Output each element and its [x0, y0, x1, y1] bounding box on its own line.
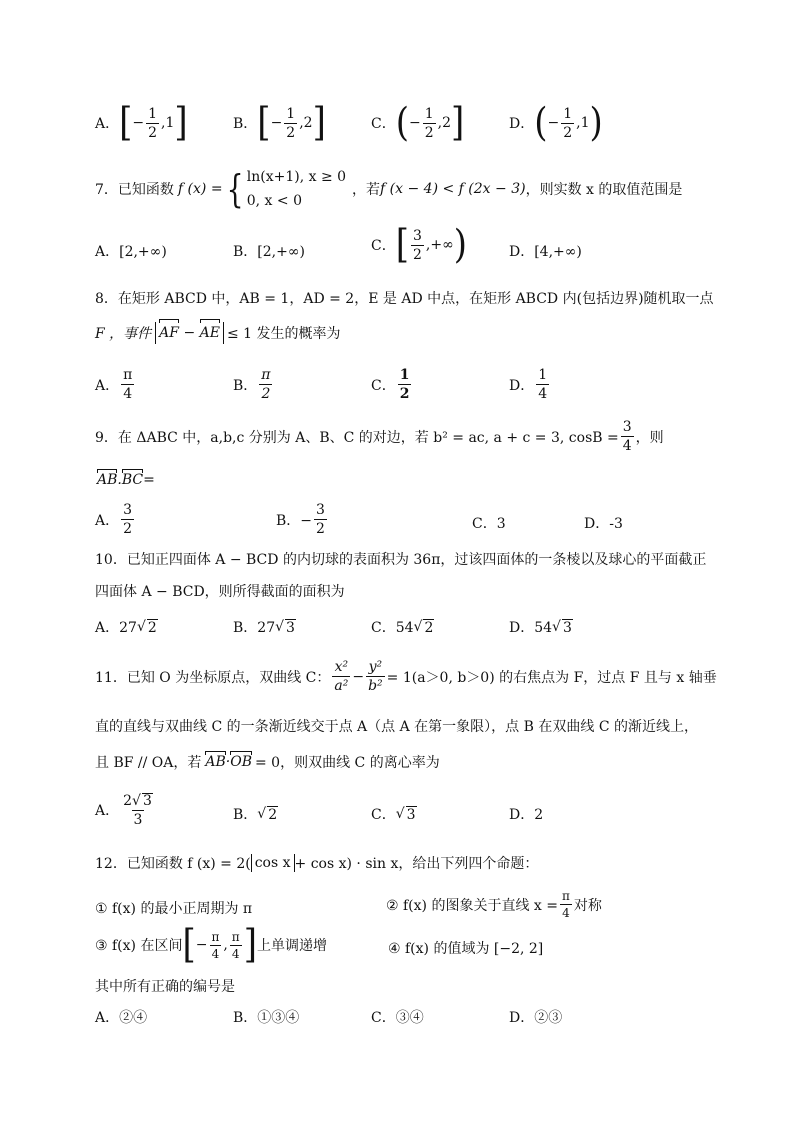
option-text: ,1 — [161, 115, 175, 131]
sqrt-sign: √ — [257, 806, 267, 822]
piecewise-cases — [247, 165, 346, 213]
minus-sign: − — [547, 115, 560, 131]
q11-option-b[interactable] — [233, 804, 278, 824]
fraction: $\frac{1}{2}$ — [424, 105, 434, 141]
sqrt-sign: √ — [132, 793, 141, 809]
minus-sign: − — [132, 115, 145, 131]
fraction: $\frac{1}{4}$ — [538, 367, 548, 402]
q12-stem — [95, 853, 538, 873]
dot-operator: . — [117, 472, 122, 488]
q12-option-c[interactable] — [371, 1007, 424, 1027]
fraction: $\frac{3}{2}$ — [316, 502, 325, 537]
question-text: 11．已知 O 为坐标原点，双曲线 C： — [95, 669, 331, 686]
q7-option-b[interactable] — [233, 241, 305, 261]
q10-stem-line2 — [95, 581, 345, 601]
proposition-text: ③ f(x) 在区间 — [95, 938, 183, 954]
question-text: ≤ 1 发生的概率为 — [226, 326, 341, 342]
minus-sign: − — [352, 668, 365, 685]
option-text: D．-3 — [584, 516, 623, 532]
question-text: = 0，则双曲线 C 的离心率为 — [255, 755, 440, 771]
option-label: A． — [95, 803, 120, 819]
left-bracket: [ — [395, 222, 409, 268]
option-label: B．27 — [233, 620, 276, 636]
option-text: ,2 — [299, 115, 313, 131]
q7-stem — [95, 165, 682, 213]
question-text: 8．在矩形 ABCD 中，AB = 1，AD = 2，E 是 AD 中点，在矩形 ABCD 内(包括边界)随机取一点 — [95, 291, 714, 307]
fraction: $\frac{1}{2}$ — [399, 367, 410, 402]
option-label: C． — [371, 377, 396, 394]
question-text: 10．已知正四面体 A − BCD 的内切球的表面积为 36π，过该四面体的一条棱以及球心的平面截正 — [95, 552, 707, 568]
abs-value: cos x — [251, 854, 295, 872]
q10-option-b[interactable] — [233, 617, 296, 637]
inequality: f (x − 4) < f (2x − 3) — [380, 181, 526, 197]
vector-ob: OB — [230, 754, 252, 770]
left-brace: { — [226, 167, 244, 211]
equals-sign: = — [143, 472, 155, 488]
q9-option-c[interactable] — [472, 513, 506, 533]
case-1: ln(x+1), x ≥ 0 — [246, 169, 347, 185]
q11-stem-line2 — [95, 716, 698, 736]
q7-option-d[interactable] — [509, 241, 582, 261]
option-label: B．− — [276, 512, 313, 529]
vector-ae: AE — [200, 322, 220, 344]
option-text: B．[2,+∞) — [233, 244, 305, 260]
q9-option-a[interactable] — [95, 503, 136, 536]
q12-option-a[interactable] — [95, 1007, 147, 1027]
option-label: D．54 — [509, 620, 553, 636]
fraction: $\frac{\text{x²}}{\text{a²}}$ — [334, 659, 349, 694]
fraction: $\frac{\pi}{4}$ — [123, 367, 133, 402]
case-2: 0, x < 0 — [246, 193, 302, 209]
q7-option-a[interactable] — [95, 241, 167, 261]
option-label: C． — [371, 238, 396, 254]
option-text: D．[4,+∞) — [509, 244, 582, 260]
question-text: 9．在 ΔABC 中，a,b,c 分别为 A、B、C 的对边，若 b² = ac, a + c = 3, cosB = — [95, 429, 619, 446]
fraction: $\frac{1}{2}$ — [286, 105, 296, 141]
q8-option-a[interactable] — [95, 368, 136, 401]
q12-prompt — [95, 976, 235, 996]
option-label: C．54 — [371, 620, 414, 636]
option-text: D．②③ — [509, 1010, 563, 1026]
left-paren: ( — [395, 100, 409, 146]
q6-option-a[interactable] — [95, 100, 188, 146]
option-label: A．27 — [95, 620, 137, 636]
option-label: A． — [95, 377, 120, 394]
proposition-text: ① f(x) 的最小正周期为 π — [95, 901, 253, 917]
option-text: C．③④ — [371, 1010, 424, 1026]
proposition-text: 对称 — [573, 897, 602, 914]
question-text: 且 BF // OA，若 — [95, 755, 202, 771]
dot-operator: · — [225, 754, 231, 770]
minus-sign: − — [270, 115, 283, 131]
sqrt-sign: √ — [413, 619, 423, 635]
question-text: ，则实数 x 的取值范围是 — [525, 182, 683, 198]
fraction: $\frac{3}{2}$ — [123, 502, 133, 537]
right-bracket: ] — [312, 100, 326, 146]
option-label: B． — [233, 116, 258, 132]
minus-sign: − — [179, 325, 200, 341]
radicand: 3 — [142, 793, 152, 809]
proposition-text: 上单调递增 — [256, 938, 327, 954]
q9-option-d[interactable] — [584, 513, 623, 533]
q11-option-d[interactable] — [509, 804, 543, 824]
q10-option-c[interactable] — [371, 617, 434, 637]
vector-af: AF — [159, 322, 179, 344]
q12-proposition-4 — [388, 938, 543, 958]
question-text: 直的直线与双曲线 C 的一条渐近线交于点 A（点 A 在第一象限），点 B 在双曲线 C 的渐近线上， — [95, 719, 698, 735]
right-bracket: ] — [243, 922, 257, 968]
q6-option-d[interactable] — [509, 100, 603, 146]
q12-option-d[interactable] — [509, 1007, 562, 1027]
option-label: C． — [371, 807, 396, 823]
option-label: C． — [371, 116, 396, 132]
right-bracket: ] — [174, 100, 188, 146]
option-text: ,2 — [437, 115, 451, 131]
fraction: $\frac{\pi}{4}$ — [231, 929, 240, 961]
fraction: $\frac{\pi}{2}$ — [261, 367, 271, 402]
fraction: $\frac{1}{2}$ — [563, 105, 573, 141]
minus-sign: − — [195, 937, 208, 953]
q12-option-b[interactable] — [233, 1007, 299, 1027]
fraction: $\frac{\pi}{4}$ — [211, 929, 220, 961]
option-text: A．[2,+∞) — [95, 244, 167, 260]
q10-option-d[interactable] — [509, 617, 573, 637]
option-label: A． — [95, 116, 120, 132]
q6-option-c[interactable] — [371, 100, 465, 146]
option-text: B．①③④ — [233, 1010, 300, 1026]
option-text: ,1 — [576, 115, 590, 131]
q8-stem-line1 — [95, 288, 714, 308]
right-paren: ) — [589, 100, 603, 146]
fraction: $\frac{3}{4}$ — [622, 419, 632, 454]
fraction: $\frac{1}{2}$ — [148, 105, 158, 141]
q9-stem-line1 — [95, 420, 664, 453]
option-text: ,+∞ — [425, 237, 454, 253]
q8-stem-line2 — [95, 322, 341, 344]
left-bracket: [ — [119, 100, 133, 146]
left-bracket: [ — [182, 922, 196, 968]
q12-proposition-1 — [95, 898, 252, 918]
option-label: B． — [233, 377, 258, 394]
proposition-text: ② f(x) 的图象关于直线 x = — [386, 897, 558, 914]
sqrt-sign: √ — [395, 806, 405, 822]
question-text: 7．已知函数 — [95, 182, 174, 198]
option-label: D． — [509, 377, 535, 394]
question-text: 四面体 A − BCD，则所得截面的面积为 — [95, 584, 345, 600]
radicand: 2 — [424, 619, 434, 636]
q9-option-b[interactable] — [276, 503, 329, 536]
left-paren: ( — [534, 100, 548, 146]
q7-option-c[interactable] — [371, 222, 468, 268]
q10-stem-line1 — [95, 549, 706, 569]
fraction: $\frac{\pi}{4}$ — [561, 889, 570, 920]
function-expr: f (x) = — [177, 181, 223, 197]
option-text: C．3 — [472, 516, 506, 532]
vector-bc: BC — [121, 472, 144, 488]
right-bracket: ] — [451, 100, 465, 146]
question-text: = 1(a＞0, b＞0) 的右焦点为 F，过点 F 且与 x 轴垂 — [386, 669, 717, 686]
q11-stem-line3 — [95, 752, 440, 772]
coefficient: 2 — [123, 793, 133, 809]
question-text: 12．已知函数 f (x) = 2( — [95, 856, 251, 872]
question-text: F ，事件 — [95, 326, 152, 342]
q8-option-b[interactable] — [233, 368, 275, 401]
fraction: $\frac{2√ 3}{3}$ — [123, 793, 152, 828]
radicand: 3 — [406, 806, 416, 823]
q11-option-a[interactable] — [95, 793, 157, 827]
option-text: A．②④ — [95, 1010, 148, 1026]
abs-value — [155, 322, 224, 344]
dot-product — [205, 754, 252, 770]
option-label: D． — [509, 116, 535, 132]
q11-stem-line1 — [95, 660, 717, 693]
question-text: ，若 — [352, 182, 381, 198]
radicand: 3 — [562, 619, 572, 636]
question-text: 其中所有正确的编号是 — [95, 979, 235, 995]
q8-option-d[interactable] — [509, 368, 551, 401]
fraction: $\frac{\text{y²}}{\text{b²}}$ — [368, 659, 383, 694]
sqrt-sign: √ — [136, 619, 146, 635]
question-text: ，则 — [635, 429, 664, 446]
right-paren: ) — [453, 222, 468, 268]
sqrt-sign: √ — [275, 619, 285, 635]
q8-option-c[interactable] — [371, 368, 413, 401]
sqrt-sign: √ — [552, 619, 561, 635]
q9-stem-line2 — [97, 472, 155, 488]
q6-option-b[interactable] — [233, 100, 326, 146]
q11-option-c[interactable] — [371, 804, 417, 824]
vector-ab: AB — [205, 754, 226, 770]
proposition-text: ④ f(x) 的值域为 [−2, 2] — [388, 941, 544, 957]
comma: , — [223, 937, 228, 953]
q12-proposition-3 — [95, 922, 327, 968]
option-text: D．2 — [509, 807, 544, 823]
fraction: $\frac{3}{2}$ — [412, 227, 422, 263]
option-label: B． — [233, 807, 258, 823]
radicand: 2 — [147, 619, 157, 636]
vector-ab: AB — [97, 472, 118, 488]
left-bracket: [ — [257, 100, 271, 146]
option-label: A． — [95, 512, 120, 529]
radicand: 3 — [286, 619, 295, 636]
minus-sign: − — [408, 115, 421, 131]
radicand: 2 — [268, 806, 278, 823]
q10-option-a[interactable] — [95, 617, 158, 637]
q12-proposition-2 — [386, 890, 602, 919]
question-text: + cos x) · sin x，给出下列四个命题： — [294, 856, 539, 872]
